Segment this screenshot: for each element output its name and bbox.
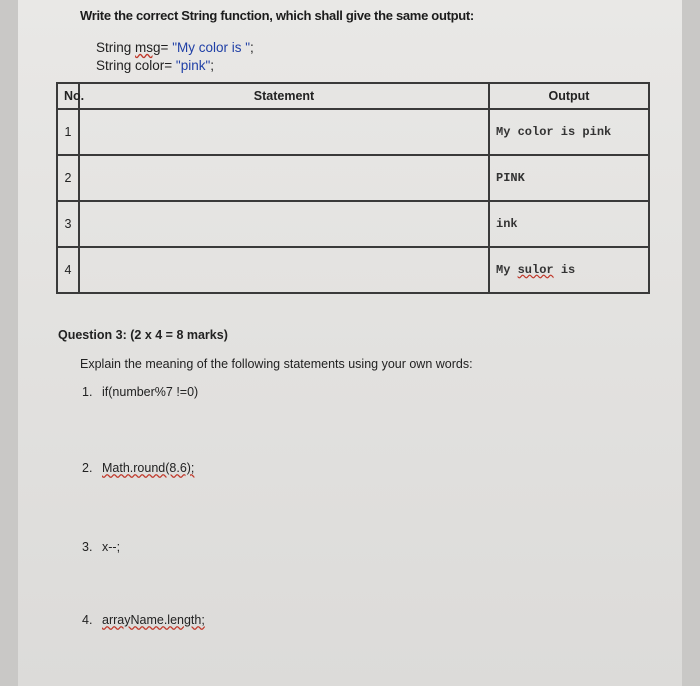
statement-cell[interactable]	[79, 201, 489, 247]
output-misspelled: sulor	[517, 263, 554, 277]
question3-title: Question 3: (2 x 4 = 8 marks)	[58, 328, 228, 342]
code-type: String color=	[96, 58, 176, 73]
code-assign: =	[160, 40, 173, 55]
worksheet-page	[18, 0, 682, 686]
answer-table	[56, 82, 650, 294]
item-code: x--;	[102, 540, 121, 554]
item-code: arrayName.length;	[102, 613, 205, 627]
code-semicolon: ;	[210, 58, 215, 73]
code-semicolon: ;	[250, 40, 254, 55]
item-code: Math.round(8.6);	[102, 461, 195, 475]
table-header-row	[57, 83, 649, 109]
table-row	[57, 155, 649, 201]
table-row	[57, 247, 649, 293]
statement-cell[interactable]	[79, 109, 489, 155]
code-variable: msg	[135, 40, 161, 55]
code-type: String	[96, 40, 136, 55]
code-string-value: "My color is "	[172, 40, 251, 55]
list-item	[82, 613, 205, 627]
code-line-color	[96, 58, 214, 73]
row-number: 1	[57, 109, 79, 155]
item-number: 4.	[82, 613, 93, 627]
output-prefix: My	[496, 263, 518, 277]
header-no: No.	[57, 83, 79, 109]
list-item	[82, 385, 198, 399]
instruction-heading: Write the correct String function, which shall give the same output:	[80, 8, 474, 23]
statement-cell[interactable]	[79, 155, 489, 201]
item-number: 1.	[82, 385, 93, 399]
question3-description: Explain the meaning of the following statements using your own words:	[80, 357, 473, 371]
output-suffix: is	[553, 263, 576, 277]
output-cell: PINK	[489, 155, 649, 201]
row-number: 4	[57, 247, 79, 293]
item-number: 3.	[82, 540, 93, 554]
item-number: 2.	[82, 461, 93, 475]
header-output: Output	[489, 83, 649, 109]
row-number: 2	[57, 155, 79, 201]
table-row	[57, 201, 649, 247]
output-cell	[489, 247, 649, 293]
item-code: if(number%7 !=0)	[102, 385, 199, 399]
output-cell: ink	[489, 201, 649, 247]
code-line-msg	[96, 40, 254, 55]
list-item	[82, 461, 194, 475]
table-row	[57, 109, 649, 155]
statement-cell[interactable]	[79, 247, 489, 293]
header-statement: Statement	[79, 83, 489, 109]
output-cell: My color is pink	[489, 109, 649, 155]
code-string-value: "pink"	[175, 58, 211, 73]
list-item	[82, 540, 120, 554]
row-number: 3	[57, 201, 79, 247]
